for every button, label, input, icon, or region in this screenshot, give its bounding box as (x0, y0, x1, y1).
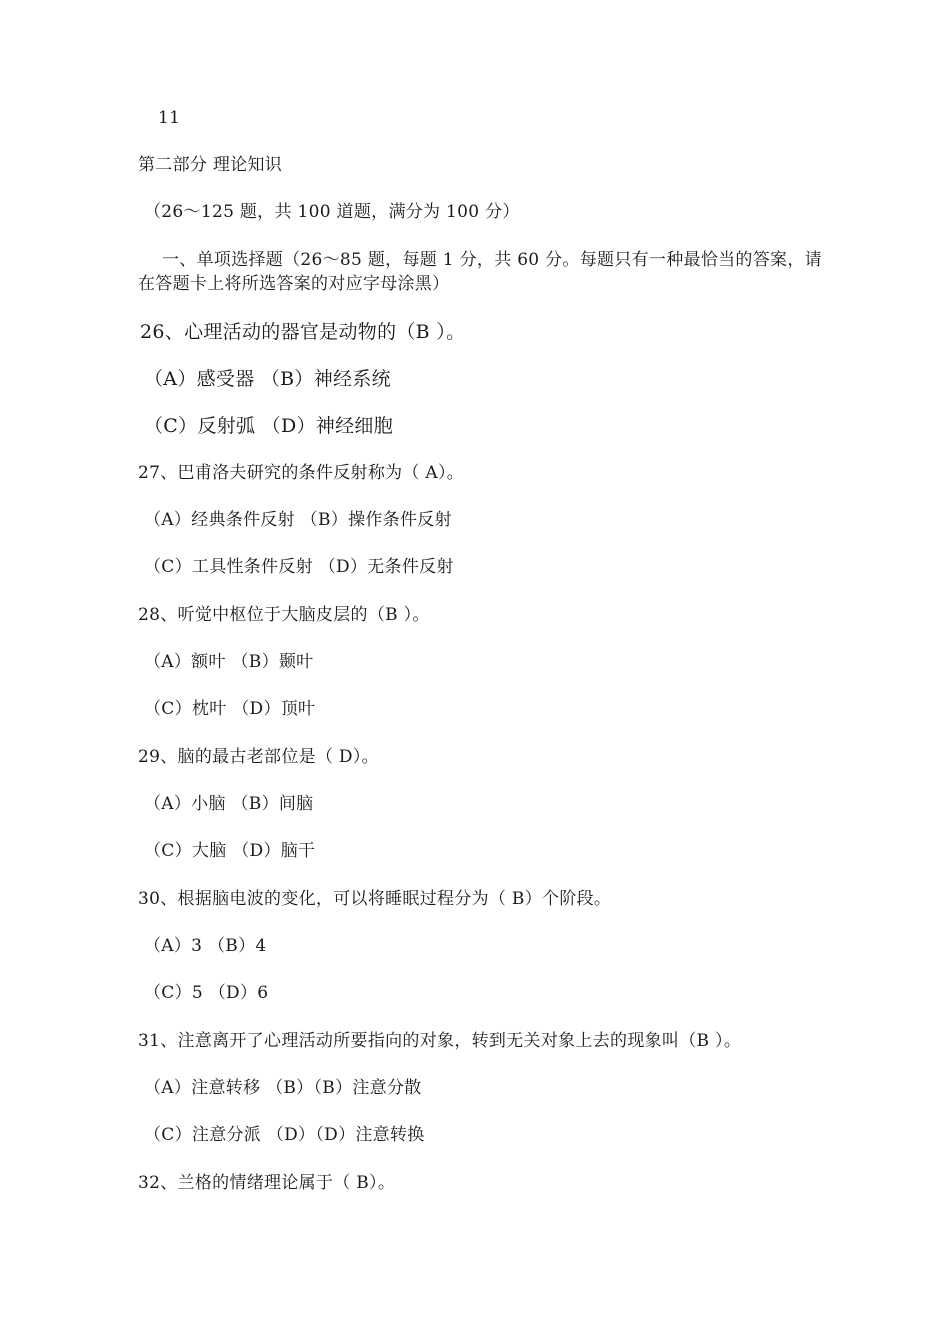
question-stem-29: 29、脑的最古老部位是（ D）。 (138, 747, 379, 767)
question-options-28-a: （A）额叶 （B）颞叶 (144, 652, 314, 672)
question-options-28-b: （C）枕叶 （D）顶叶 (144, 699, 316, 719)
question-stem-27: 27、巴甫洛夫研究的条件反射称为（ A）。 (138, 463, 465, 483)
question-options-29-a: （A）小脑 （B）间脑 (144, 794, 314, 814)
question-options-30-b: （C）5 （D）6 (144, 983, 269, 1003)
question-stem-32: 32、兰格的情绪理论属于（ B）。 (138, 1173, 396, 1193)
question-options-31-a: （A）注意转移 （B）（B）注意分散 (144, 1078, 422, 1098)
question-options-29-b: （C）大脑 （D）脑干 (144, 841, 316, 861)
page-number: 11 (158, 108, 181, 128)
section-range: （26～125 题，共 100 道题，满分为 100 分） (144, 202, 520, 222)
question-stem-31: 31、注意离开了心理活动所要指向的对象，转到无关对象上去的现象叫（B ）。 (138, 1031, 742, 1051)
question-options-26-a: （A）感受器 （B）神经系统 (144, 368, 391, 390)
instructions-paragraph: 一、单项选择题（26～85 题，每题 1 分，共 60 分。每题只有一种最恰当的答案，请在答题卡上将所选答案的对应字母涂黑） (138, 250, 822, 294)
question-options-27-a: （A）经典条件反射 （B）操作条件反射 (144, 510, 452, 530)
question-stem-28: 28、听觉中枢位于大脑皮层的（B ）。 (138, 605, 430, 625)
question-options-30-a: （A）3 （B）4 (144, 936, 267, 956)
question-stem-26: 26、心理活动的器官是动物的（B ）。 (140, 321, 466, 343)
question-stem-30: 30、根据脑电波的变化，可以将睡眠过程分为（ B）个阶段。 (138, 889, 612, 909)
section-title: 第二部分 理论知识 (138, 155, 283, 175)
question-options-31-b: （C）注意分派 （D）（D）注意转换 (144, 1125, 425, 1145)
question-options-27-b: （C）工具性条件反射 （D）无条件反射 (144, 557, 454, 577)
question-options-26-b: （C）反射弧 （D）神经细胞 (144, 415, 394, 437)
